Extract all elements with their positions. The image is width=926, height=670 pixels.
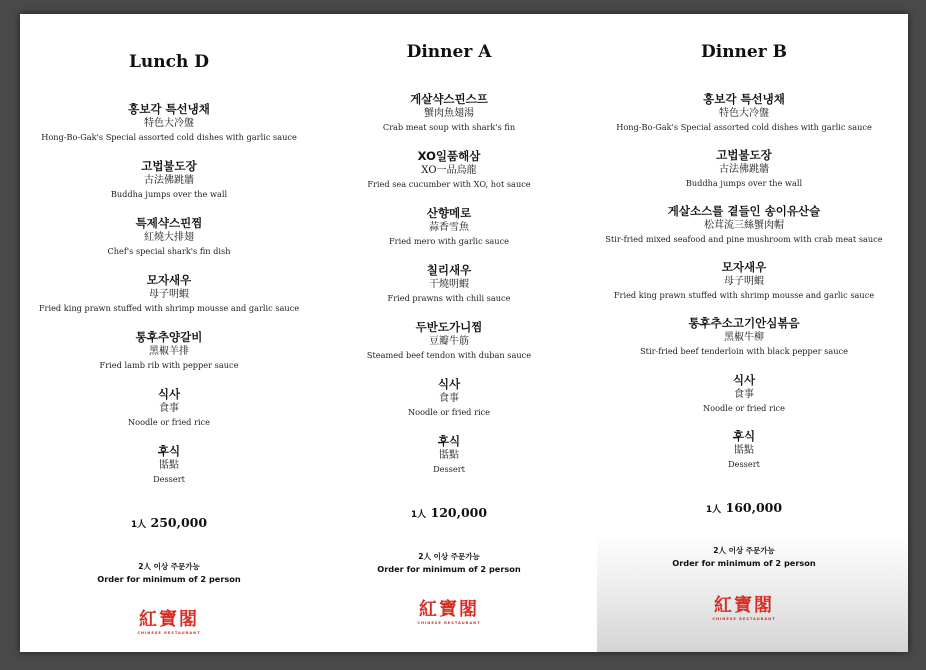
item-english: Hong-Bo-Gak's Special assorted cold dishes with garlic sauce — [41, 132, 297, 142]
item-korean: 칠리새우 — [426, 263, 472, 277]
menu-item — [318, 320, 580, 362]
item-english: Steamed beef tendon with duban sauce — [366, 350, 532, 360]
menu-title: Dinner A — [406, 42, 492, 62]
item-chinese: 干燒明蝦 — [429, 279, 469, 290]
item-english: Fried king prawn stuffed with shrimp mousse and garlic sauce — [613, 290, 875, 300]
item-korean: 모자새우 — [146, 273, 192, 287]
menu-item — [580, 148, 908, 190]
item-korean: 후식 — [157, 444, 181, 458]
menu-title: Dinner B — [701, 42, 787, 62]
order-note-korean: 2人 이상 주문가능 — [418, 552, 480, 561]
item-english: Buddha jumps over the wall — [110, 189, 228, 199]
menu-item — [580, 373, 908, 415]
item-english: Noodle or fried rice — [703, 403, 785, 413]
item-english: Fried mero with garlic sauce — [389, 236, 509, 246]
item-english: Fried king prawn stuffed with shrimp mousse and garlic sauce — [38, 303, 300, 313]
item-korean: 산향메로 — [426, 206, 472, 220]
item-chinese: 蒜香雪魚 — [429, 222, 469, 233]
item-chinese: 食事 — [159, 403, 179, 414]
item-english: Noodle or fried rice — [128, 417, 210, 427]
item-korean: 게살소스를 곁들인 송이유산슬 — [667, 204, 821, 218]
price-value: 120,000 — [430, 505, 488, 520]
item-chinese: 古法佛跳牆 — [719, 164, 769, 175]
item-korean: 식사 — [732, 373, 756, 387]
menu-column-dinner-b — [580, 14, 908, 652]
menu-item — [20, 159, 318, 201]
menu-item — [318, 149, 580, 191]
menu-item — [20, 273, 318, 315]
item-korean: 게살샥스핀스프 — [410, 92, 488, 106]
item-english: Dessert — [433, 464, 465, 474]
item-english: Dessert — [153, 474, 185, 484]
item-chinese: 紅燒大排翅 — [144, 232, 194, 243]
item-english: Stir-fried beef tenderloin with black pepper sauce — [640, 346, 848, 356]
item-chinese: 黑椒羊排 — [149, 346, 189, 357]
item-korean: 식사 — [437, 377, 461, 391]
order-note-english: Order for minimum of 2 person — [377, 564, 521, 574]
menu-item — [318, 263, 580, 305]
item-korean: 고법불도장 — [141, 159, 197, 173]
item-chinese: 特色大冷盤 — [719, 108, 769, 119]
item-chinese: 黑椒牛柳 — [724, 332, 764, 343]
menu-item — [20, 444, 318, 486]
item-korean: 통후추양갈비 — [135, 330, 203, 344]
menu-item — [580, 316, 908, 358]
order-note — [318, 551, 580, 576]
logo-mark: 紅寶閣 — [419, 599, 479, 620]
item-chinese: 甛點 — [734, 445, 754, 456]
logo-tagline: CHINESE RESTAURANT — [712, 617, 776, 621]
logo-mark: 紅寶閣 — [139, 609, 199, 630]
price — [318, 505, 580, 520]
item-chinese: 松茸流三絲蟹肉帽 — [704, 220, 784, 231]
item-english: Buddha jumps over the wall — [685, 178, 803, 188]
price-unit: 1人 — [130, 520, 147, 530]
item-english: Fried lamb rib with pepper sauce — [99, 360, 239, 370]
item-korean: 두반도가니찜 — [415, 320, 483, 334]
item-korean: 홍보각 특선냉채 — [128, 102, 210, 116]
item-english: Crab meat soup with shark's fin — [382, 122, 516, 132]
item-chinese: 甛點 — [159, 460, 179, 471]
item-chinese: 母子明蝦 — [149, 289, 189, 300]
item-english: Noodle or fried rice — [408, 407, 490, 417]
menu-item — [580, 429, 908, 471]
menu-item — [20, 102, 318, 144]
item-english: Stir-fried mixed seafood and pine mushroom with crab meat sauce — [605, 234, 883, 244]
item-chinese: 食事 — [439, 393, 459, 404]
menu-title: Lunch D — [128, 52, 210, 72]
item-chinese: 母子明蝦 — [724, 276, 764, 287]
item-chinese: 食事 — [734, 389, 754, 400]
item-english: Dessert — [728, 459, 760, 469]
item-english: Chef's special shark's fin dish — [107, 246, 231, 256]
price — [580, 500, 908, 515]
menu-item — [580, 92, 908, 134]
item-korean: 모자새우 — [721, 260, 767, 274]
menu-item — [318, 434, 580, 476]
menu-sheet — [20, 14, 908, 652]
price-value: 250,000 — [150, 515, 208, 530]
restaurant-logo — [580, 596, 908, 622]
item-english: Hong-Bo-Gak's Special assorted cold dishes with garlic sauce — [616, 122, 872, 132]
item-korean: 특제샥스핀찜 — [135, 216, 203, 230]
logo-tagline: CHINESE RESTAURANT — [137, 631, 201, 635]
price-unit: 1人 — [705, 505, 722, 515]
item-chinese: 古法佛跳牆 — [144, 175, 194, 186]
order-note-english: Order for minimum of 2 person — [97, 574, 241, 584]
price-value: 160,000 — [725, 500, 783, 515]
menu-item — [20, 387, 318, 429]
restaurant-logo — [20, 610, 318, 636]
order-note-english: Order for minimum of 2 person — [672, 558, 816, 568]
menu-item — [580, 204, 908, 246]
item-english: Fried sea cucumber with XO, hot sauce — [367, 179, 531, 189]
logo-tagline: CHINESE RESTAURANT — [417, 621, 481, 625]
item-korean: 후식 — [732, 429, 756, 443]
logo-mark: 紅寶閣 — [714, 595, 774, 616]
item-chinese: 蟹肉魚翅湯 — [424, 108, 474, 119]
restaurant-logo — [318, 600, 580, 626]
item-korean: 고법불도장 — [716, 148, 772, 162]
menu-column-lunch-d — [20, 14, 318, 652]
menu-item — [318, 377, 580, 419]
menu-item — [318, 92, 580, 134]
menu-column-dinner-a — [318, 14, 580, 652]
order-note-korean: 2人 이상 주문가능 — [713, 546, 775, 555]
menu-item — [20, 216, 318, 258]
price-unit: 1人 — [410, 510, 427, 520]
item-korean: 홍보각 특선냉채 — [703, 92, 785, 106]
item-chinese: 豆瓣牛筋 — [429, 336, 469, 347]
item-chinese: XO一品烏龍 — [421, 165, 477, 176]
item-chinese: 特色大冷盤 — [144, 118, 194, 129]
menu-item — [318, 206, 580, 248]
item-chinese: 甛點 — [439, 450, 459, 461]
order-note — [580, 545, 908, 570]
item-korean: 식사 — [157, 387, 181, 401]
price — [20, 515, 318, 530]
order-note — [20, 561, 318, 586]
item-korean: XO일품해삼 — [417, 149, 481, 163]
order-note-korean: 2人 이상 주문가능 — [138, 562, 200, 571]
item-korean: 후식 — [437, 434, 461, 448]
item-korean: 통후추소고기안심볶음 — [688, 316, 800, 330]
menu-item — [20, 330, 318, 372]
menu-item — [580, 260, 908, 302]
item-english: Fried prawns with chili sauce — [387, 293, 511, 303]
